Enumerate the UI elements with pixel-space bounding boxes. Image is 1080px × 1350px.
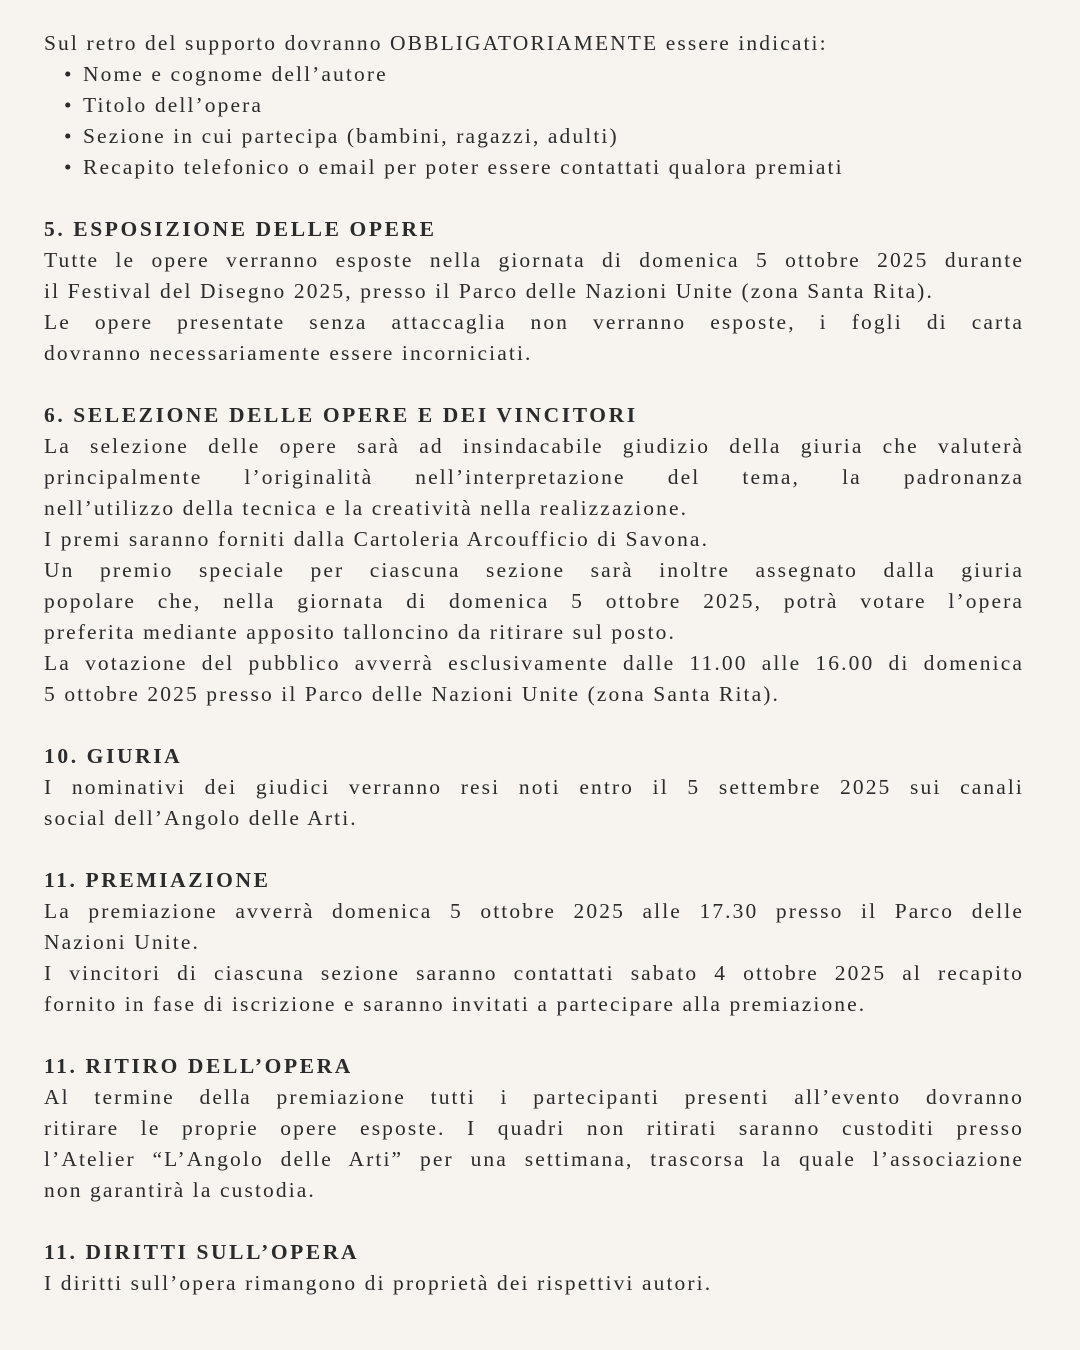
list-item-text: Sezione in cui partecipa (bambini, ragazzi, adulti)	[83, 124, 619, 148]
body-text-line: 5 ottobre 2025 presso il Parco delle Nazioni Unite (zona Santa Rita).	[44, 682, 780, 706]
document-page	[44, 28, 1024, 1299]
section	[44, 400, 1024, 710]
body-text-line: Le opere presentate senza attaccaglia non verranno esposte, i fogli di carta	[44, 310, 1024, 334]
section	[44, 1051, 1024, 1206]
body-text-line: il Festival del Disegno 2025, presso il Parco delle Nazioni Unite (zona Santa Rita).	[44, 279, 934, 303]
section-heading: 11. DIRITTI SULL’OPERA	[44, 1240, 360, 1264]
body-text-line: Un premio speciale per ciascuna sezione sarà inoltre assegnato dalla giuria	[44, 558, 1024, 582]
body-text-line: La selezione delle opere sarà ad insindacabile giudizio della giuria che valuterà	[44, 434, 1024, 458]
body-text-line: Nazioni Unite.	[44, 930, 200, 954]
list-item-text: Recapito telefonico o email per poter essere contattati qualora premiati	[83, 155, 844, 179]
intro-text: Sul retro del supporto dovranno OBBLIGATORIAMENTE essere indicati:	[44, 31, 828, 55]
body-text-line: principalmente l’originalità nell’interpretazione del tema, la padronanza	[44, 465, 1024, 489]
section	[44, 741, 1024, 834]
body-text-line: ritirare le proprie opere esposte. I quadri non ritirati saranno custoditi presso	[44, 1116, 1024, 1140]
section-heading: 5. ESPOSIZIONE DELLE OPERE	[44, 217, 437, 241]
section	[44, 865, 1024, 1020]
body-text-line: dovranno necessariamente essere incorniciati.	[44, 341, 533, 365]
body-text-line: social dell’Angolo delle Arti.	[44, 806, 358, 830]
body-text-line: La premiazione avverrà domenica 5 ottobre 2025 alle 17.30 presso il Parco delle	[44, 899, 1024, 923]
body-text-line: Al termine della premiazione tutti i partecipanti presenti all’evento dovranno	[44, 1085, 1024, 1109]
required-info-list	[44, 59, 1024, 183]
list-item-text: Titolo dell’opera	[83, 93, 264, 117]
body-text-line: non garantirà la custodia.	[44, 1178, 316, 1202]
bullet-icon: •	[64, 155, 74, 179]
list-item	[64, 90, 1024, 121]
body-text-line: La votazione del pubblico avverrà esclusivamente dalle 11.00 alle 16.00 di domenica	[44, 651, 1024, 675]
body-text-line: preferita mediante apposito talloncino da ritirare sul posto.	[44, 620, 676, 644]
body-text-line: I nominativi dei giudici verranno resi noti entro il 5 settembre 2025 sui canali	[44, 775, 1024, 799]
list-item	[64, 152, 1024, 183]
body-text-line: Tutte le opere verranno esposte nella giornata di domenica 5 ottobre 2025 durante	[44, 248, 1024, 272]
body-text-line: I vincitori di ciascuna sezione saranno contattati sabato 4 ottobre 2025 al recapito	[44, 961, 1024, 985]
list-item	[64, 59, 1024, 90]
body-text-line: popolare che, nella giornata di domenica 5 ottobre 2025, potrà votare l’opera	[44, 589, 1024, 613]
sections-container	[44, 214, 1024, 1299]
section-heading: 10. GIURIA	[44, 744, 183, 768]
section-heading: 11. PREMIAZIONE	[44, 868, 271, 892]
section-heading: 6. SELEZIONE DELLE OPERE E DEI VINCITORI	[44, 403, 638, 427]
bullet-icon: •	[64, 124, 74, 148]
section	[44, 214, 1024, 369]
list-item-text: Nome e cognome dell’autore	[83, 62, 388, 86]
section-heading: 11. RITIRO DELL’OPERA	[44, 1054, 353, 1078]
bullet-icon: •	[64, 93, 74, 117]
body-text-line: nell’utilizzo della tecnica e la creatività nella realizzazione.	[44, 496, 689, 520]
body-text-line: fornito in fase di iscrizione e saranno invitati a partecipare alla premiazione.	[44, 992, 867, 1016]
bullet-icon: •	[64, 62, 74, 86]
list-item	[64, 121, 1024, 152]
body-text-line: I premi saranno forniti dalla Cartoleria Arcoufficio di Savona.	[44, 527, 710, 551]
body-text-line: l’Atelier “L’Angolo delle Arti” per una settimana, trascorsa la quale l’associazione	[44, 1147, 1024, 1171]
body-text-line: I diritti sull’opera rimangono di proprietà dei rispettivi autori.	[44, 1271, 713, 1295]
section	[44, 1237, 1024, 1299]
